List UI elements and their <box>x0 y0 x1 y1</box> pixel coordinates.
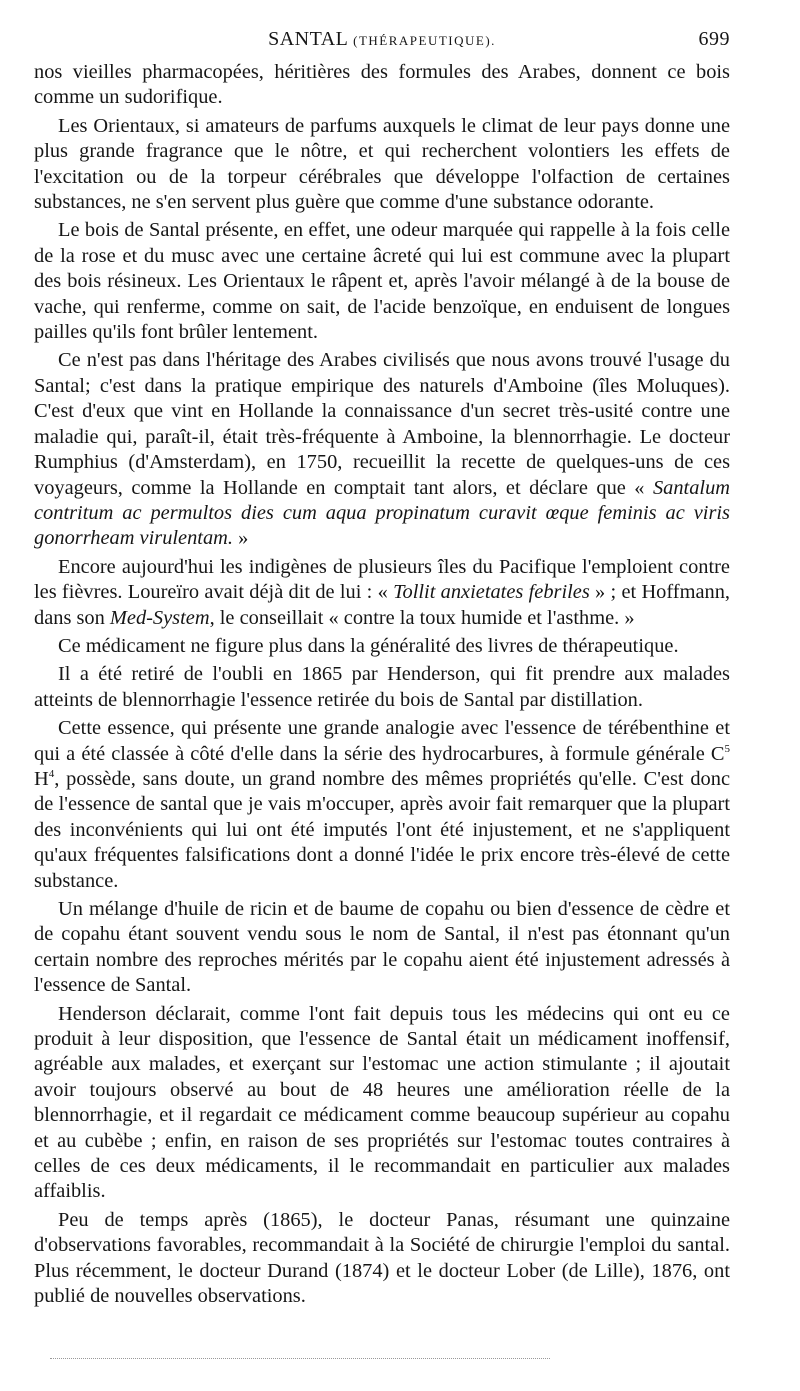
header-subtitle: (THÉRAPEUTIQUE). <box>353 33 496 48</box>
latin-quote-rumphius: Santalum contritum ac permultos dies cum aqua propinatum curavit œque feminis ac viris gonorrheam virulentam. <box>34 476 730 550</box>
paragraph-7-text-a: Cette essence, qui présente une grande analogie avec l'essence de térébenthine et qui a été classée à côté d'elle dans la série des hydrocarbures, à formule générale C <box>34 717 730 765</box>
running-title <box>34 28 730 51</box>
formula-superscript-1: 5 <box>724 742 730 755</box>
latin-quote-loureiro: Tollit anxietates febriles <box>393 581 590 604</box>
paragraph-7-text-c: , possède, sans doute, un grand nombre des mêmes propriétés qu'elle. C'est donc de l'essence de santal que je vais m'occuper, après avoir fait remarquer que la plupart des inconvénients qui lui ont été imputés l'ont été injustement, et ne s'appliquent qu'aux fréquentes falsifications dont a donné l'idée le prix encore très-élevé de cette substance. <box>34 767 730 892</box>
paragraph-3 <box>34 348 730 551</box>
paragraph-0: nos vieilles pharmacopées, héritières des formules des Arabes, donnent ce bois comme un sudorifique. <box>34 61 730 109</box>
paragraph-9: Henderson déclarait, comme l'ont fait depuis tous les médecins qui ont eu ce produit à leur disposition, que l'essence de Santal était un médicament inoffensif, agréable aux malades, et exerçant sur l'estomac une action stimulante ; il ajoutait avoir toujours observé au bout de 48 heures une amélioration réelle de la blennorrhagie, et il regardait ce médicament comme beaucoup supérieur au copahu et au cubèbe ; enfin, en raison de ses propriétés sur l'estomac toutes contraires à celles de ces deux médicaments, il le recommandait en particulier aux malades affaiblis. <box>34 1002 730 1203</box>
formula-superscript-2: 4 <box>48 768 55 781</box>
paragraph-2: Le bois de Santal présente, en effet, une odeur marquée qui rappelle à la fois celle de la rose et du musc avec une certaine âcreté qui lui est commune avec la plupart des bois résineux. Les Orientaux le râpent et, après l'avoir mélangé à de la bouse de vache, qui renferme, comme on sait, de l'acide benzoïque, en enduisent de longues pailles qu'ils font brûler lentement. <box>34 219 730 344</box>
paragraph-10: Peu de temps après (1865), le docteur Panas, résumant une quinzaine d'observations favorables, recommandait à la Société de chirurgie l'emploi du santal. Plus récemment, le docteur Durand (1874) et le docteur Lober (de Lille), 1876, ont publié de nouvelles observations. <box>34 1208 730 1308</box>
bottom-rule <box>50 1358 550 1359</box>
paragraph-4-text-b: » ; et Hoffmann, dans son <box>34 581 730 629</box>
paragraph-8: Un mélange d'huile de ricin et de baume de copahu ou bien d'essence de cèdre et de copahu étant souvent vendu sous le nom de Santal, il n'est pas étonnant qu'un certain nombre des reproches mérités par le copahu aient été injustement adressés à l'essence de Santal. <box>34 898 730 997</box>
paragraph-5: Ce médicament ne figure plus dans la généralité des livres de thérapeutique. <box>58 634 679 657</box>
paragraph-3-text-a: Ce n'est pas dans l'héritage des Arabes civilisés que nous avons trouvé l'usage du Santal; c'est dans la pratique empirique des naturels d'Amboine (îles Moluques). C'est d'eux que vint en Hollande la connaissance d'un secret très-usité contre une maladie qui, paraît-il, était très-fréquente à Amboine, la blennorrhagie. Le docteur Rumphius (d'Amsterdam), en 1750, recueillit la recette de quelques-uns de ces voyageurs, comme la Hollande en comptait tant alors, et déclare que « <box>34 349 730 499</box>
header-title: SANTAL <box>268 28 348 50</box>
paragraph-4 <box>34 555 730 631</box>
running-header <box>34 28 730 56</box>
paragraph-4-text-a: Encore aujourd'hui les indigènes de plusieurs îles du Pacifique l'emploient contre les fièvres. Loureïro avait déjà dit de lui : « <box>34 555 730 604</box>
paragraph-1: Les Orientaux, si amateurs de parfums auxquels le climat de leur pays donne une plus grande fragrance que le nôtre, et qui recherchent volontiers les effets de l'excitation ou de la torpeur cérébrales que développe l'olfaction de certaines substances, ne s'en servent plus guère que comme d'une substance odorante. <box>34 114 730 214</box>
paragraph-7 <box>34 716 730 894</box>
page-number: 699 <box>698 28 730 50</box>
paragraph-4-text-c: , le conseillait « contre la toux humide et l'asthme. » <box>209 606 635 629</box>
paragraph-7-text-b: H <box>34 767 49 790</box>
book-title: Med-System <box>109 606 210 629</box>
paragraph-3-text-b: » <box>233 527 249 550</box>
paragraph-6: Il a été retiré de l'oubli en 1865 par Henderson, qui fit prendre aux malades atteints de blennorrhagie l'essence retirée du bois de Santal par distillation. <box>34 663 730 711</box>
body-text <box>34 60 730 1310</box>
